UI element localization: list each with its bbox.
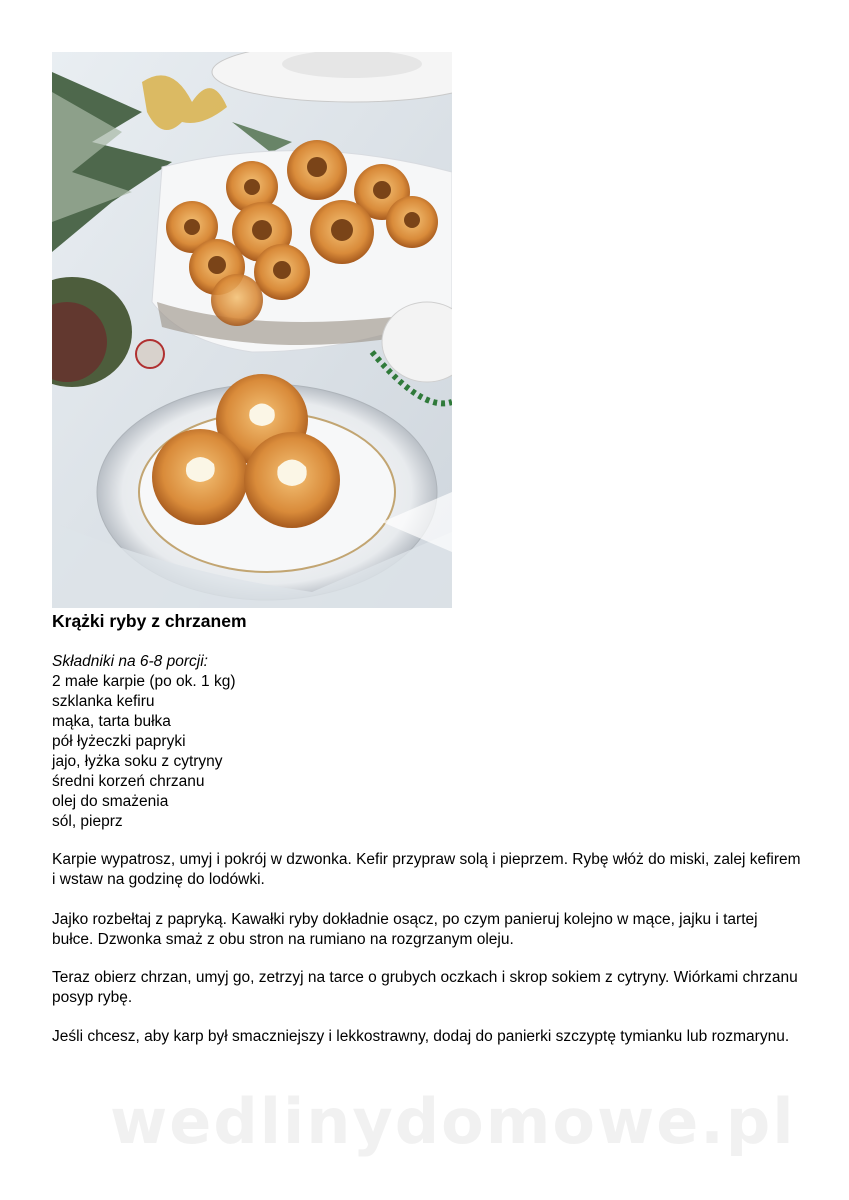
ingredient-item: jajo, łyżka soku z cytryny [52,753,223,770]
instruction-step-4: Jeśli chcesz, aby karp był smaczniejszy i lekkostrawny, dodaj do panierki szczyptę tymianku lub rozmarynu. [52,1028,790,1045]
ingredient-item: sól, pieprz [52,813,123,830]
ingredient-item: pół łyżeczki papryki [52,733,186,750]
site-watermark: wedlinydomowe.pl [110,1085,796,1158]
instruction-step-3: Teraz obierz chrzan, umyj go, zetrzyj na tarce o grubych oczkach i skrop sokiem z cytryny. Wiórkami chrzanu posyp rybę. [52,969,798,1006]
ingredient-item: 2 małe karpie (po ok. 1 kg) [52,673,236,690]
ingredient-item: szklanka kefiru [52,693,155,710]
ingredient-item: średni korzeń chrzanu [52,773,205,790]
recipe-photo [52,52,452,608]
ingredients-heading: Składniki na 6-8 porcji: [52,653,208,670]
recipe-title: Krążki ryby z chrzanem [52,611,247,631]
ingredient-item: mąka, tarta bułka [52,713,171,730]
ingredient-item: olej do smażenia [52,793,169,810]
instruction-step-1: Karpie wypatrosz, umyj i pokrój w dzwonka. Kefir przypraw solą i pieprzem. Rybę włóż do miski, zalej kefirem i wstaw na godzinę do lodówki. [52,851,801,888]
instruction-step-2: Jajko rozbełtaj z papryką. Kawałki ryby dokładnie osącz, po czym panieruj kolejno w mące, jajku i tartej bułce. Dzwonka smaż z obu stron na rumiano na rozgrzanym oleju. [52,911,758,948]
ingredients-list [52,652,236,832]
